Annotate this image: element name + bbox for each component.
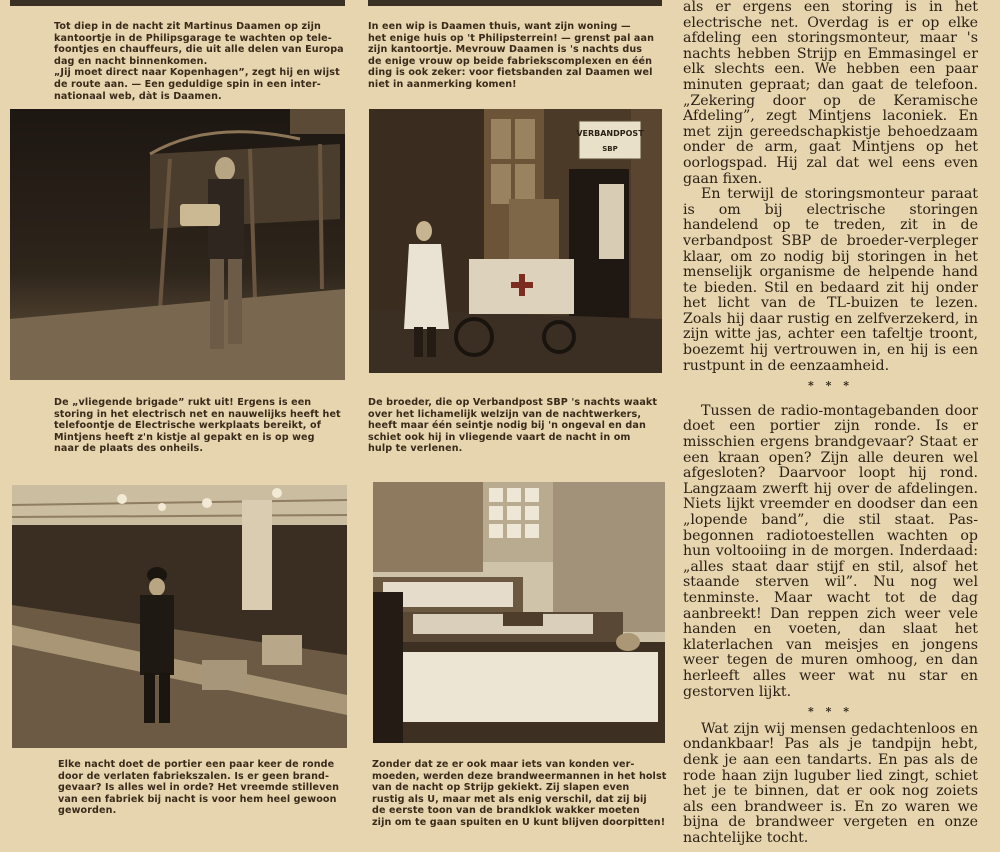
caption-top-right: In een wip is Daamen thuis, want zijn woning — het enige huis op 't Philipsterrein! — grenst pal aan zijn kantoortje. Mevrouw Daamen is 's nachts dus de enige vrouw op beide fabriekscomplexen en één ding is ook zeker: voor fietsbanden zal Daamen wel niet in aanmerking komen! (368, 21, 655, 90)
photo-top-right-strip (368, 0, 662, 6)
caption-bottom-right: Zonder dat ze er ook maar iets van konden ver- moeden, werden deze brandweermannen in het holst van de nacht op Strijp gekiekt. Zij slapen even rustig als U, maar met als enig verschil, dat zij bij de eerste toon van de brandklok wakker moeten zijn om te gaan spuiten en U kunt blijven doorpitten! (372, 759, 667, 828)
article-paragraph-3: Tussen de radio-montagebanden door doet een portier zijn ronde. Is er misschien ergens brandgevaar? Staat er een kraan open? Zijn alle deuren wel afgesloten? Daarvoor loopt hij rond. Langzaam zwerft hij over de afdelingen. Niets lijkt vreemder en doodser dan een „lopende band”, die stil staat. Pas-begonnen radiotoestellen wachten op hun voltooiing in de morgen. Inderdaad: „alles staat daar stijf en stil, alsof het staande sterven wil”. Nu nog wel tenminste. Maar wacht tot de dag aanbreekt! Dan reppen zich weer vele handen en voeten, dan slaat het klaterlachen van meisjes en jongens weer tegen de muren omhoog, en dan herleeft alles weer wat nu star en gestorven lijkt. (683, 402, 978, 700)
caption-top-left: Tot diep in de nacht zit Martinus Daamen op zijn kantoortje in de Philipsgarage te wachten op tele- foontjes en chauffeurs, die uit alle delen van Europa dag en nacht binnenkomen. „Jij moet direct naar Kopenhagen”, zegt hij en wijst de route aan. — Een geduldige spin in een inter- nationaal web, dàt is Daamen. (54, 21, 344, 102)
photo-top-left-strip (10, 0, 345, 6)
verbandpost-sign-sub: SBP (602, 145, 618, 153)
photo-portier-rounds (12, 485, 347, 748)
photo-flying-brigade (10, 109, 345, 380)
caption-mid-right: De broeder, die op Verbandpost SBP 's nachts waakt over het lichamelijk welzijn van de nachtwerkers, heeft maar één seintje nodig bij 'n ongeval en dan schiet ook hij in vliegende vaart de nacht in om hulp te verlenen. (368, 397, 658, 455)
caption-bottom-left: Elke nacht doet de portier een paar keer de ronde door de verlaten fabriekszalen. Is er geen brand- gevaar? Is alles wel in orde? Het vreemde stilleven van een fabriek bij nacht is voor hem heel gewoon geworden. (58, 759, 340, 817)
verbandpost-sign-text: VERBANDPOST (576, 129, 644, 138)
caption-mid-left: De „vliegende brigade” rukt uit! Ergens is een storing in het electrisch net en nauwelijks heeft het telefoontje de Electrische werkplaats bereikt, of Mintjens heeft z'n kistje al gepakt en is op weg naar de plaats des onheils. (54, 397, 341, 455)
photo-sleeping-firemen (373, 482, 665, 743)
article-paragraph-4: Wat zijn wij mensen gedachtenloos en ondankbaar! Pas als je tandpijn hebt, denk je aan een tandarts. En pas als de rode haan zijn luguber lied zingt, schiet het je te binnen, dat er ook nog zoiets als een brandweer is. En zo waren we bijna de brandweer vergeten en onze nachtelijke tocht. (683, 720, 978, 846)
section-separator-1: * * * (808, 379, 853, 393)
section-separator-2: * * * (808, 705, 853, 719)
photo-verbandpost (369, 109, 662, 373)
article-paragraph-1: als er ergens een storing is in het electrische net. Overdag is er op elke afdeling een storingsmonteur, maar 's nachts hebben Strijp en Emmasingel er elk slechts een. We hebben een paar minuten gepraat; dan gaat de telefoon. „Zekering door op de Keramische Afdeling”, zegt Mintjens laconiek. En met zijn gereedschapkistje behoedzaam onder de arm, gaat Mintjens op het oorlogspad. Hij zal dat wel eens even gaan fixen. (683, 0, 978, 187)
article-text-column (683, 0, 978, 852)
article-paragraph-2: En terwijl de storingsmonteur paraat is om bij electrische storingen handelend op te treden, zit in de verbandpost SBP de broeder-verpleger klaar, om zo nodig bij storingen in het menselijk organisme de helpende hand te bieden. Stil en bedaard zit hij onder het licht van de TL-buizen te lezen. Zoals hij daar rustig en zelfverzekerd, in zijn witte jas, achter een tafeltje troont, boezemt hij vertrouwen in, en hij is een rustpunt in de eenzaamheid. (683, 186, 978, 374)
